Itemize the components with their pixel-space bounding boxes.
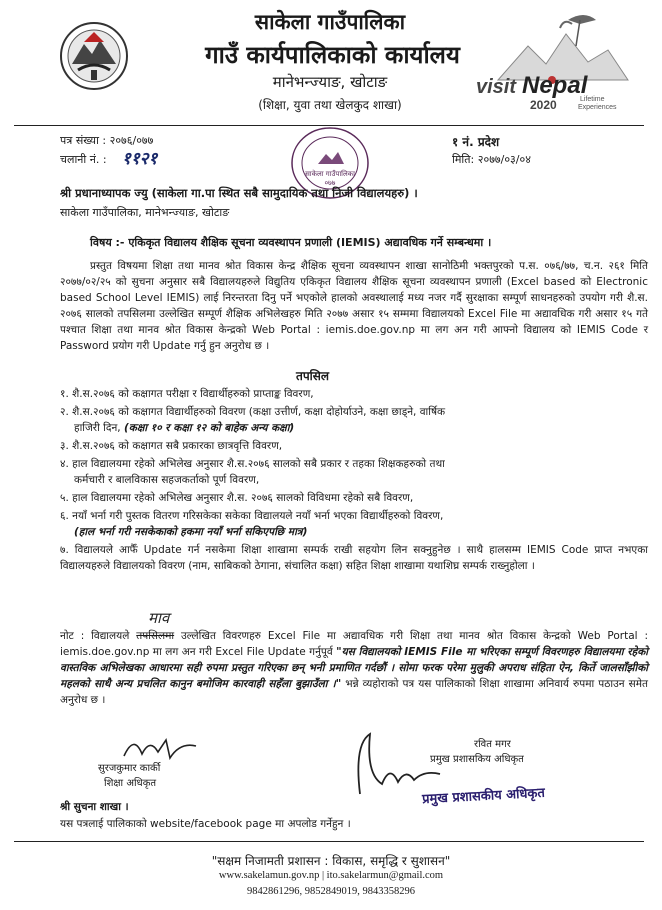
body-paragraph: प्रस्तुत विषयमा शिक्षा तथा मानव श्रोत विकास केन्द्र शैक्षिक सूचना व्यवस्थापन शाखा सानोठिमी भक्तपुरको प.स. ०७६/७७, च.न. २६१ मिति २०७७/०२/२५ को सुचना अनुसार सबै विद्यालयहरुले विद्युतिय एकिकृत विद्यालय शैक्षिक सूचना व्यवस्थापन प्रणाली (Excel based को Electronic based School Level IEMIS) लाई निरन्तरता दिनु पर्ने भएकोले हालको अवस्थालाई मध्य नजर गर्दै सुरक्षाका सम्पूर्ण साधनहरुको उपयोग गरी शै.स. २०७६ सालको तपसिलमा उल्लेखित सम्पूर्ण शैक्षिक अभिलेखहरु मिति २०७७ असार १५ सम्ममा विद्यालयको Excel File मा अद्यावधिक गरी असार १५ गते पश्चात शिक्षा तथा मानव श्रोत विकास केन्द्रको Web Portal : iemis.doe.gov.np मा लग अन गरी आफ्नो विद्यालय को IEMIS Code र Password प्रयोग गरी Update गर्नु हुन अनुरोध छ । <box>60 260 648 352</box>
cc-recipient: श्री सुचना शाखा । <box>60 801 129 813</box>
office-address: मानेभन्ज्याङ, खोटाङ <box>272 73 388 91</box>
footer-web: www.sakelamun.gov.np | ito.sakelarmun@gmail.com <box>218 870 444 881</box>
list-item-text: १. शै.स.२०७६ को कक्षागत परीक्षा र विद्यार्थीहरुको प्राप्ताङ्क विवरण, <box>60 388 314 400</box>
footer-slogan: "सक्षम निजामती प्रशासन : विकास, समृद्धि र सुशासन" <box>211 854 451 868</box>
municipality-name: साकेला गाउँपालिका <box>254 10 406 34</box>
list-item <box>60 490 648 506</box>
list-item <box>60 508 648 540</box>
list-item-text: ७. विद्यालयले आफैँ Update गर्न नसकेमा शिक्षा शाखामा सम्पर्क राखी सहयोग लिन सक्नुहुनेछ । साथै हालसम्म IEMIS Code प्राप्त नभएका विद्यालयहरुले विद्यालयको विवरण (नाम, साबिकको ठेगाना, संचालित कक्षा) सहित शिक्षा शाखामा यथाशिघ्र सम्पर्क राख्नुहोला । <box>60 544 648 572</box>
list-item <box>60 542 648 574</box>
tapasil-list <box>60 386 648 574</box>
dispatch-label: चलानी नं. : <box>60 153 107 166</box>
education-officer-name: सुरजकुमार कार्की <box>98 763 161 774</box>
footer-divider <box>14 841 644 842</box>
list-item-text: ५. हाल विद्यालयमा रहेको अभिलेख अनुसार शै.स. २०७६ सालको विविधमा रहेको सबै विवरण, <box>60 492 414 504</box>
footer-phones: 9842861296, 9852849019, 9843358296 <box>247 886 415 897</box>
logo-tagline-1: Lifetime <box>580 96 605 103</box>
cao-stamp: प्रमुख प्रशासकीय अधिकृत <box>421 785 546 808</box>
reference-number: पत्र संख्या : २०७६/०७७ <box>60 134 154 147</box>
list-item <box>60 386 648 402</box>
education-officer-title: शिक्षा अधिकृत <box>104 778 157 789</box>
logo-nepal-text: Nepal <box>522 72 588 99</box>
list-item-text: ६. नयाँ भर्ना गरी पुस्तक वितरण गरिसकेका सकेका विद्यालयले नयाँ भर्ना भएका विद्यार्थीहरुको विवरण, <box>60 510 444 522</box>
stamp-text: साकेला गाउँपालिका ०७७ <box>305 170 355 187</box>
province: १ नं. प्रदेश <box>452 135 500 149</box>
list-item-continuation: हाजिरी दिन, <box>74 422 121 434</box>
list-item-italic-note: (हाल भर्ना गरी नसकेकाको हकमा नयाँ भर्ना सकिएपछि मात्र) <box>74 526 308 538</box>
note-italic-declaration: "यस विद्यालयको IEMIS File मा भरिएका सम्पूर्ण विवरणहरु विद्यालयमा रहेको वास्तविक अभिलेखका आधारमा सही रुपमा प्रस्तुत गरिएका छन् भनी प्रमाणित गर्दछौं । सोमा फरक परेमा मुलुकी अपराध संहिता ऐन, किर्ते जालसाँझीको महलको साथै अन्य प्रचलित कानुन बमोजिम कारवाही सहँला बुझाउँला ।" <box>60 646 648 690</box>
office-name: गाउँ कार्यपालिकाको कार्यालय <box>205 41 460 69</box>
cc-instruction: यस पत्रलाई पालिकाको website/facebook page मा अपलोड गर्नेहुन । <box>60 818 351 830</box>
government-emblem <box>58 18 130 94</box>
list-item-text: ४. हाल विद्यालयमा रहेको अभिलेख अनुसार शै.स.२०७६ सालको सबै प्रकार र तहका शिक्षकहरुको तथा <box>60 458 445 470</box>
section-name: (शिक्षा, युवा तथा खेलकुद शाखा) <box>258 98 402 112</box>
tapasil-heading: तपसिल <box>296 369 330 383</box>
list-item <box>60 456 648 488</box>
list-item <box>60 438 648 454</box>
cao-name: रवित मगर <box>474 739 511 750</box>
letter-subject: विषय :- एकिकृत विद्यालय शैक्षिक सूचना व्यवस्थापन प्रणाली (IEMIS) अद्यावधिक गर्ने सम्बन्धमा । <box>90 236 492 249</box>
recipient-line-2: साकेला गाउँपालिका, मानेभन्ज्याङ, खोटाङ <box>60 206 230 219</box>
recipient-line-1: श्री प्रधानाध्यापक ज्यु (साकेला गा.पा स्थित सबै सामुदायिक तथा निजी विद्यालयहरु) । <box>60 186 418 200</box>
list-item-text: २. शै.स.२०७६ को कक्षागत विद्यार्थीहरुको विवरण (कक्षा उत्तीर्ण, कक्षा दोहोर्याउने, कक्षा छाड्ने, वार्षिक <box>60 406 446 418</box>
logo-tagline-2: Experiences <box>578 104 617 111</box>
letter-date: मिति: २०७७/०३/०४ <box>452 153 531 166</box>
list-item <box>60 404 648 436</box>
list-item-italic-note: (कक्षा १० र कक्षा १२ को बाहेक अन्य कक्षा) <box>123 422 295 434</box>
note-paragraph <box>60 628 648 708</box>
logo-visit-text: visit <box>476 76 517 98</box>
dispatch-number: ११२१ <box>122 149 158 169</box>
note-lead: नोट : विद्यालयले <box>60 630 130 642</box>
note-struck-word: तपसिलमा <box>136 630 175 642</box>
note-part-1: उल्लेखित विवरणहरु Excel File मा अद्यावधिक गरी शिक्षा तथा मानव श्रोत विकास केन्द्रको Web Portal : iemis.doe.gov.np मा लग अन गरी Excel File Update गर्नुपूर्व <box>60 630 649 658</box>
handwritten-insert: माव <box>148 609 170 627</box>
note-part-2: भन्ने व्यहोराको पत्र यस पालिकाको शिक्षा शाखामा अनिवार्य रुपमा पठाउन समेत अनुरोध छ । <box>60 678 649 706</box>
visit-nepal-logo <box>468 10 644 114</box>
logo-year: 2020 <box>530 98 557 112</box>
list-item-text: ३. शै.स.२०७६ को कक्षागत सबै प्रकारका छात्रवृत्ति विवरण, <box>60 440 283 452</box>
cao-title: प्रमुख प्रशासकिय अधिकृत <box>430 754 524 765</box>
list-item-continuation: कर्मचारी र बालविकास सहजकर्ताको पूर्ण विवरण, <box>74 474 260 486</box>
